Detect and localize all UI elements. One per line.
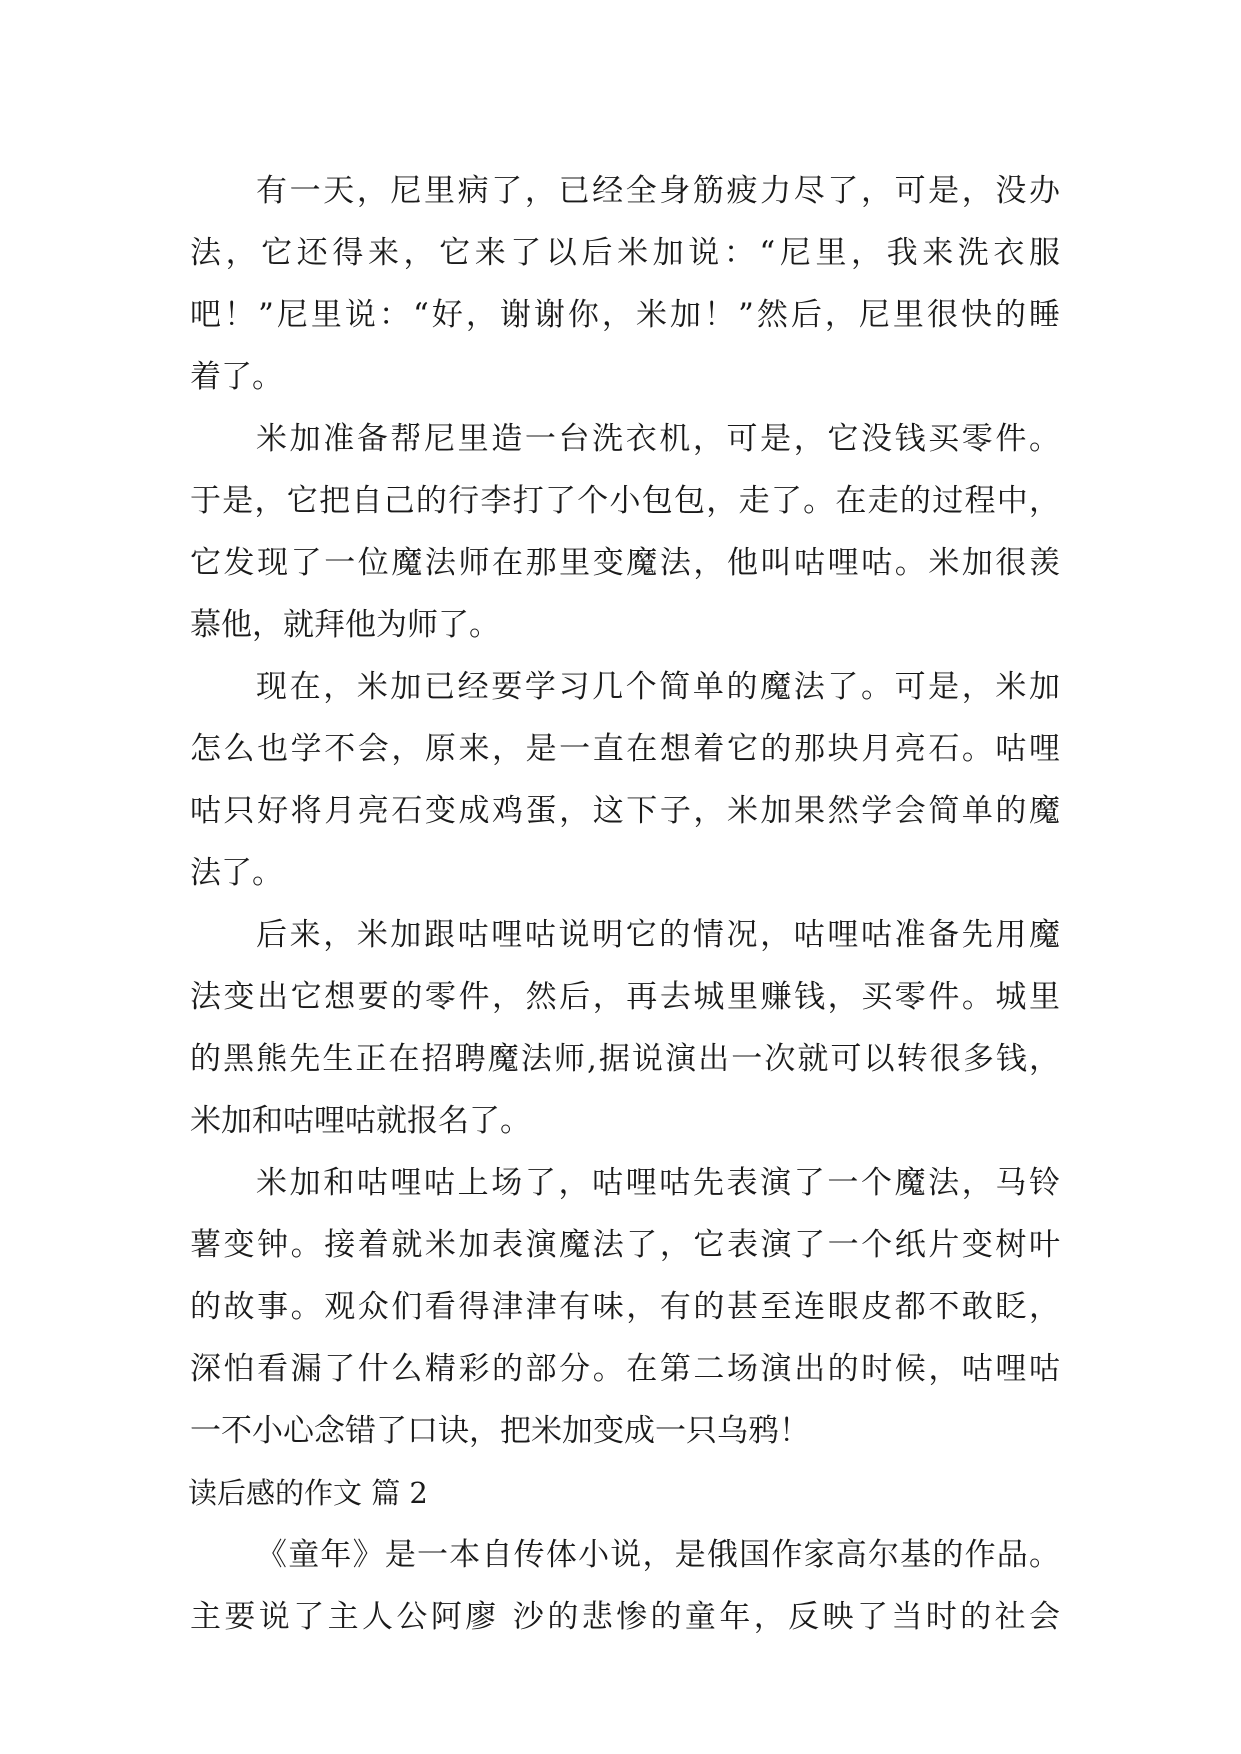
paragraph-line: 慕他，就拜他为师了。 — [190, 607, 500, 643]
paragraph-line: 薯变钟。接着就米加表演魔法了，它表演了一个纸片变树叶 — [190, 1227, 1060, 1263]
paragraph-line: 一不小心念错了口诀，把米加变成一只乌鸦！ — [190, 1413, 810, 1449]
paragraph-line: 着了。 — [190, 359, 283, 395]
paragraph-6 — [190, 1524, 1060, 1648]
paragraph-line: 咕只好将月亮石变成鸡蛋，这下子，米加果然学会简单的魔 — [190, 793, 1060, 829]
paragraph-line: 的黑熊先生正在招聘魔法师,据说演出一次就可以转很多钱， — [190, 1041, 1060, 1077]
paragraph-line: 后来，米加跟咕哩咕说明它的情况，咕哩咕准备先用魔 — [256, 917, 1060, 953]
paragraph-line: 主要说了主人公阿廖 沙的悲惨的童年，反映了当时的社会 — [190, 1599, 1060, 1635]
paragraph-line: 的故事。观众们看得津津有味，有的甚至连眼皮都不敢眨， — [190, 1289, 1060, 1325]
paragraph-line: 法，它还得来，它来了以后米加说：“尼里，我来洗衣服 — [190, 235, 1060, 271]
paragraph-line: 米加和咕哩咕上场了，咕哩咕先表演了一个魔法，马铃 — [256, 1165, 1060, 1201]
paragraph-1 — [190, 160, 1060, 408]
paragraph-line: 有一天，尼里病了，已经全身筋疲力尽了，可是，没办 — [256, 173, 1060, 209]
paragraph-line: 米加准备帮尼里造一台洗衣机，可是，它没钱买零件。 — [256, 421, 1060, 457]
paragraph-line: 法变出它想要的零件，然后，再去城里赚钱，买零件。城里 — [190, 979, 1060, 1015]
paragraph-line: 法了。 — [190, 855, 283, 891]
paragraph-2 — [190, 408, 1060, 656]
paragraph-line: 《童年》是一本自传体小说，是俄国作家高尔基的作品。 — [256, 1537, 1060, 1573]
paragraph-line: 米加和咕哩咕就报名了。 — [190, 1103, 531, 1139]
paragraph-line: 它发现了一位魔法师在那里变魔法，他叫咕哩咕。米加很羡 — [190, 545, 1060, 581]
section-heading: 读后感的作文 篇 2 — [188, 1476, 428, 1510]
paragraph-line: 怎么也学不会，原来，是一直在想着它的那块月亮石。咕哩 — [190, 731, 1060, 767]
document-page — [190, 160, 1060, 1648]
paragraph-line: 现在，米加已经要学习几个简单的魔法了。可是，米加 — [256, 669, 1060, 705]
paragraph-line: 于是，它把自己的行李打了个小包包，走了。在走的过程中， — [190, 483, 1060, 519]
paragraph-3 — [190, 656, 1060, 904]
paragraph-4 — [190, 904, 1060, 1152]
paragraph-5 — [190, 1152, 1060, 1462]
paragraph-line: 吧！”尼里说：“好，谢谢你，米加！”然后，尼里很快的睡 — [190, 297, 1060, 333]
paragraph-line: 深怕看漏了什么精彩的部分。在第二场演出的时候，咕哩咕 — [190, 1351, 1060, 1387]
